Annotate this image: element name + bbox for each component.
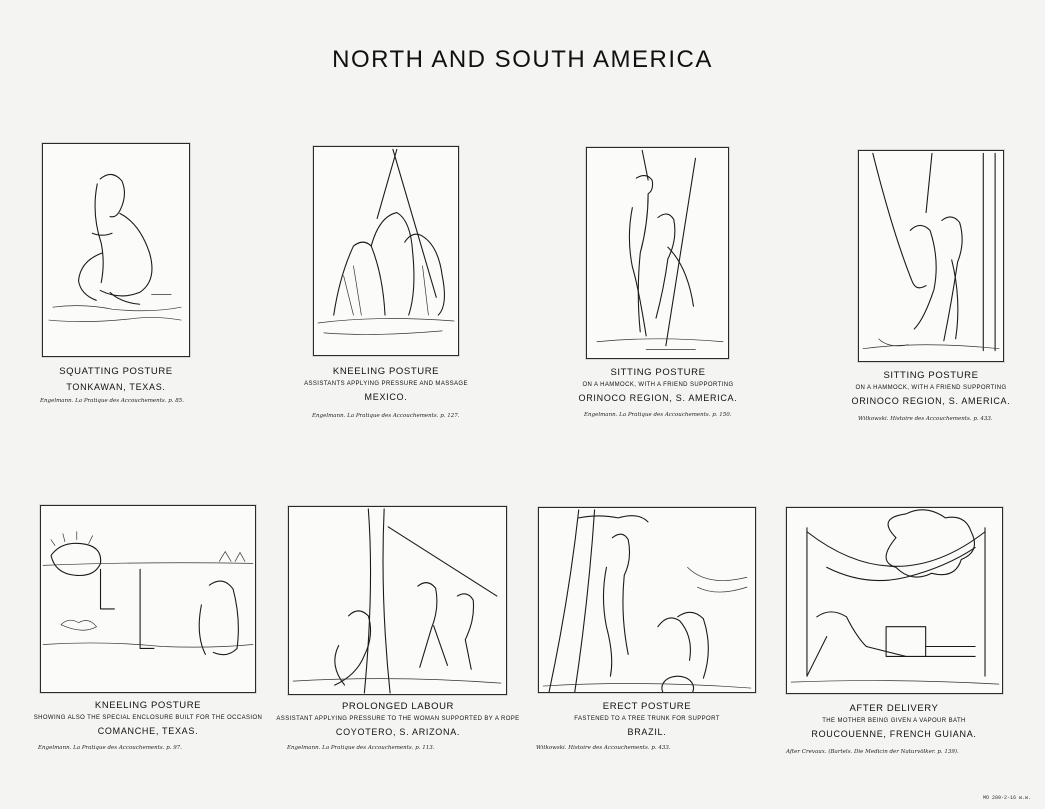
catalog-code: MO 209-2-16 w.w. <box>982 795 1031 801</box>
caption-panel-7 <box>530 701 764 739</box>
vapour-bath-drawing <box>787 508 1002 693</box>
illustration-squatting-posture <box>42 143 190 357</box>
panel-subtitle: ON A HAMMOCK, WITH A FRIEND SUPPORTING <box>855 384 1007 391</box>
panel-citation: After Crevaux. (Bartels. Die Medicin der Naturvölker. p. 139). <box>786 749 959 755</box>
panel-heading: KNEELING POSTURE <box>332 366 440 377</box>
caption-panel-1 <box>42 366 190 393</box>
rope-tree-drawing <box>289 507 506 694</box>
panel-place: COMANCHE, TEXAS. <box>97 726 199 737</box>
panel-subtitle: ON A HAMMOCK, WITH A FRIEND SUPPORTING <box>582 381 734 388</box>
panel-citation: Witkowski. Histoire des Accouchements. p. 433. <box>858 416 993 422</box>
panel-heading: SITTING POSTURE <box>883 370 979 381</box>
panel-place: COYOTERO, S. ARIZONA. <box>335 727 461 738</box>
illustration-sitting-hammock-1 <box>586 147 729 359</box>
panel-subtitle: FASTENED TO A TREE TRUNK FOR SUPPORT <box>574 715 720 722</box>
enclosure-scene-drawing <box>41 506 255 692</box>
panel-place: TONKAWAN, TEXAS. <box>66 381 166 392</box>
illustration-prolonged-labour <box>288 506 507 695</box>
illustration-erect-posture <box>538 507 756 693</box>
caption-panel-8 <box>772 703 1016 741</box>
panel-heading: PROLONGED LABOUR <box>341 701 454 712</box>
panel-citation: Engelmann. La Pratique des Accouchements. p. 127. <box>312 413 460 419</box>
illustration-kneeling-posture-mexico <box>313 146 459 356</box>
hammock-figures-drawing <box>587 148 728 358</box>
tree-trunk-drawing <box>539 508 755 692</box>
caption-panel-2 <box>290 366 482 404</box>
illustration-kneeling-posture-comanche <box>40 505 256 693</box>
illustration-after-delivery <box>786 507 1003 694</box>
illustration-sitting-hammock-2 <box>858 150 1004 362</box>
page-title: NORTH AND SOUTH AMERICA <box>332 46 713 73</box>
panel-place: ROUCOUENNE, FRENCH GUIANA. <box>811 729 977 740</box>
panel-heading: AFTER DELIVERY <box>849 703 939 714</box>
caption-panel-6 <box>276 701 520 739</box>
panel-subtitle: ASSISTANTS APPLYING PRESSURE AND MASSAGE <box>304 380 468 387</box>
panel-place: BRAZIL. <box>627 727 667 738</box>
panel-citation: Engelmann. La Pratique des Accouchements. p. 97. <box>38 745 183 751</box>
panel-heading: ERECT POSTURE <box>602 701 692 712</box>
hammock-tree-drawing <box>859 151 1003 361</box>
squatting-figure-drawing <box>43 144 189 356</box>
panel-heading: SQUATTING POSTURE <box>59 366 173 377</box>
panel-place: MEXICO. <box>364 392 408 403</box>
panel-subtitle: SHOWING ALSO THE SPECIAL ENCLOSURE BUILT FOR THE OCCASION <box>33 714 263 721</box>
panel-citation: Engelmann. La Pratique des Accouchements. p. 85. <box>40 398 185 404</box>
panel-place: ORINOCO REGION, S. AMERICA. <box>578 393 738 404</box>
panel-subtitle: ASSISTANT APPLYING PRESSURE TO THE WOMAN SUPPORTED BY A ROPE <box>276 715 520 722</box>
panel-subtitle: THE MOTHER BEING GIVEN A VAPOUR BATH <box>822 717 966 724</box>
panel-heading: SITTING POSTURE <box>610 367 706 378</box>
kneeling-figures-drawing <box>314 147 458 355</box>
caption-panel-5 <box>30 700 266 738</box>
panel-citation: Witkowski. Histoire des Accouchements. p. 433. <box>536 745 671 751</box>
panel-citation: Engelmann. La Pratique des Accouchements. p. 150. <box>584 412 732 418</box>
panel-citation: Engelmann. La Pratique des Accouchements. p. 113. <box>287 745 435 751</box>
caption-panel-3 <box>560 367 756 405</box>
panel-place: ORINOCO REGION, S. AMERICA. <box>851 396 1011 407</box>
caption-panel-4 <box>832 370 1030 408</box>
panel-heading: KNEELING POSTURE <box>94 700 202 711</box>
